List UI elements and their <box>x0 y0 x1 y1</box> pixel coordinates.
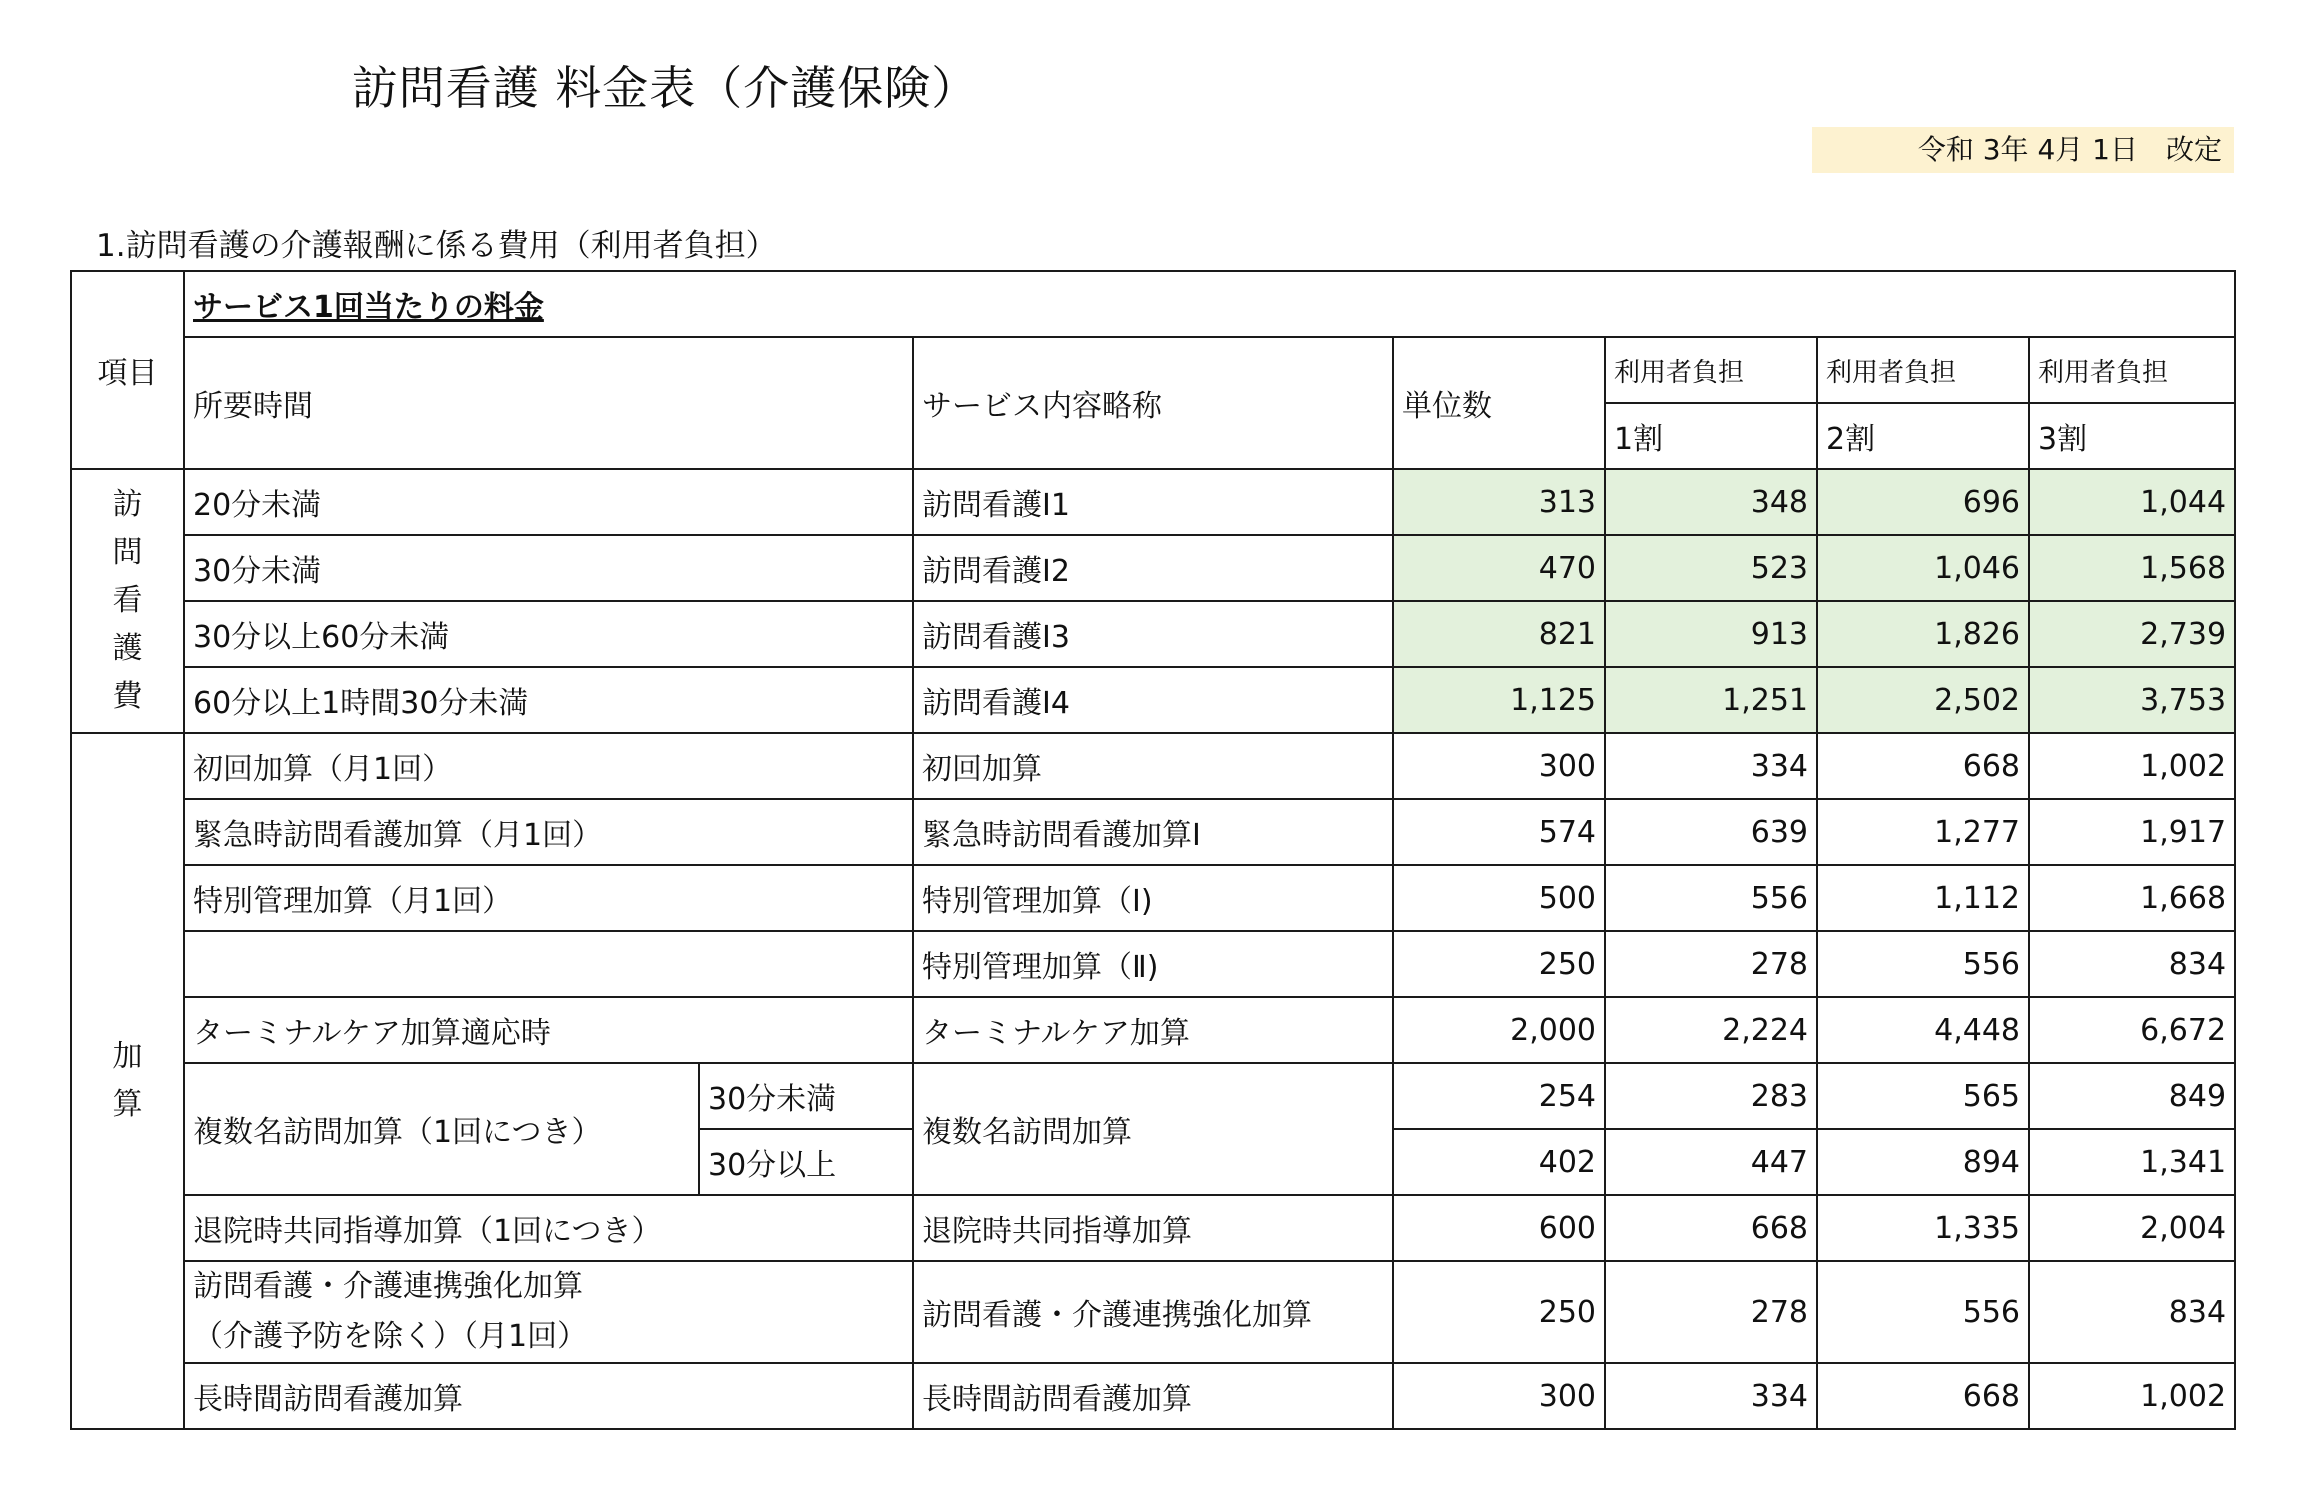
cell-time: 緊急時訪問看護加算（月1回） <box>184 799 913 865</box>
cell-rate-2: 668 <box>1817 733 2029 799</box>
header-rate-3: 3割 <box>2029 403 2235 469</box>
cell-service-name: 訪問看護I2 <box>913 535 1393 601</box>
cell-rate-2: 1,112 <box>1817 865 2029 931</box>
addition-group-label-text: 加 算 <box>112 1039 143 1122</box>
cell-rate-2: 565 <box>1817 1063 2029 1129</box>
cell-service-name: 初回加算 <box>913 733 1393 799</box>
cell-sub-time: 30分以上 <box>699 1129 913 1195</box>
cell-rate-1: 639 <box>1605 799 1817 865</box>
table-row <box>71 1063 2235 1129</box>
cell-rate-3: 1,002 <box>2029 1363 2235 1429</box>
cell-rate-1: 348 <box>1605 469 1817 535</box>
cell-rate-2: 1,046 <box>1817 535 2029 601</box>
cell-rate-1: 556 <box>1605 865 1817 931</box>
cell-rate-3: 1,917 <box>2029 799 2235 865</box>
cell-units: 250 <box>1393 931 1605 997</box>
page-title: 訪問看護 料金表（介護保険） <box>351 61 979 115</box>
table-row <box>71 1363 2235 1429</box>
cell-rate-2: 556 <box>1817 1261 2029 1363</box>
visit-group-label-text: 訪 問 看 護 費 <box>112 487 143 714</box>
cell-rate-1: 523 <box>1605 535 1817 601</box>
cell-rate-1: 668 <box>1605 1195 1817 1261</box>
cell-time: 60分以上1時間30分未満 <box>184 667 913 733</box>
cell-rate-1: 334 <box>1605 733 1817 799</box>
cell-rate-3: 834 <box>2029 931 2235 997</box>
table-row <box>71 997 2235 1063</box>
cell-rate-3: 1,568 <box>2029 535 2235 601</box>
table-row <box>71 1261 2235 1363</box>
header-row-2 <box>71 337 2235 403</box>
cell-units: 250 <box>1393 1261 1605 1363</box>
cell-service-name: 訪問看護I4 <box>913 667 1393 733</box>
cell-time-line-2: （介護予防を除く）（月1回） <box>193 1319 588 1354</box>
cell-sub-time: 30分未満 <box>699 1063 913 1129</box>
header-rate-1: 1割 <box>1605 403 1817 469</box>
cell-service-name: 特別管理加算（Ⅰ) <box>913 865 1393 931</box>
cell-time: 長時間訪問看護加算 <box>184 1363 913 1429</box>
cell-rate-2: 556 <box>1817 931 2029 997</box>
header-user-burden-1: 利用者負担 <box>1605 337 1817 403</box>
addition-group-label <box>71 733 184 1429</box>
cell-time: 特別管理加算（月1回） <box>184 865 913 931</box>
cell-units: 300 <box>1393 733 1605 799</box>
cell-time-empty <box>184 931 913 997</box>
table-row <box>71 667 2235 733</box>
cell-service-name: 緊急時訪問看護加算Ⅰ <box>913 799 1393 865</box>
cell-time: 30分以上60分未満 <box>184 601 913 667</box>
visit-group-label <box>71 469 184 733</box>
cell-rate-2: 1,335 <box>1817 1195 2029 1261</box>
cell-units: 1,125 <box>1393 667 1605 733</box>
table-row <box>71 469 2235 535</box>
cell-time: ターミナルケア加算適応時 <box>184 997 913 1063</box>
cell-rate-3: 2,739 <box>2029 601 2235 667</box>
cell-rate-1: 2,224 <box>1605 997 1817 1063</box>
cell-service-name: 訪問看護・介護連携強化加算 <box>913 1261 1393 1363</box>
cell-rate-1: 283 <box>1605 1063 1817 1129</box>
header-rate-2: 2割 <box>1817 403 2029 469</box>
cell-rate-2: 4,448 <box>1817 997 2029 1063</box>
cell-time: 20分未満 <box>184 469 913 535</box>
cell-time: 初回加算（月1回） <box>184 733 913 799</box>
cell-units: 470 <box>1393 535 1605 601</box>
header-row-1 <box>71 271 2235 337</box>
header-units: 単位数 <box>1393 337 1605 469</box>
cell-time-line-1: 訪問看護・介護連携強化加算 <box>193 1269 583 1304</box>
cell-units: 600 <box>1393 1195 1605 1261</box>
cell-rate-3: 1,002 <box>2029 733 2235 799</box>
cell-units: 821 <box>1393 601 1605 667</box>
cell-rate-3: 6,672 <box>2029 997 2235 1063</box>
cell-service-name: 訪問看護I3 <box>913 601 1393 667</box>
cell-rate-2: 696 <box>1817 469 2029 535</box>
cell-units: 300 <box>1393 1363 1605 1429</box>
cell-units: 254 <box>1393 1063 1605 1129</box>
cell-time: 30分未満 <box>184 535 913 601</box>
cell-rate-3: 3,753 <box>2029 667 2235 733</box>
cell-rate-1: 913 <box>1605 601 1817 667</box>
cell-rate-3: 2,004 <box>2029 1195 2235 1261</box>
header-service-per-visit: サービス1回当たりの料金 <box>184 271 2235 337</box>
table-row <box>71 799 2235 865</box>
header-user-burden-2: 利用者負担 <box>1817 337 2029 403</box>
cell-rate-2: 1,277 <box>1817 799 2029 865</box>
table-row <box>71 1195 2235 1261</box>
cell-rate-3: 1,341 <box>2029 1129 2235 1195</box>
cell-rate-1: 1,251 <box>1605 667 1817 733</box>
cell-units: 574 <box>1393 799 1605 865</box>
cell-rate-3: 849 <box>2029 1063 2235 1129</box>
header-user-burden-3: 利用者負担 <box>2029 337 2235 403</box>
cell-rate-1: 447 <box>1605 1129 1817 1195</box>
cell-rate-1: 334 <box>1605 1363 1817 1429</box>
cell-rate-3: 1,668 <box>2029 865 2235 931</box>
table-row <box>71 865 2235 931</box>
table-row <box>71 535 2235 601</box>
cell-units: 2,000 <box>1393 997 1605 1063</box>
cell-time <box>184 1261 913 1363</box>
cell-rate-1: 278 <box>1605 1261 1817 1363</box>
revision-date: 令和 3年 4月 1日 改定 <box>1812 127 2234 173</box>
cell-time: 退院時共同指導加算（1回につき） <box>184 1195 913 1261</box>
cell-service-name: 複数名訪問加算 <box>913 1063 1393 1195</box>
cell-units: 402 <box>1393 1129 1605 1195</box>
cell-service-name: ターミナルケア加算 <box>913 997 1393 1063</box>
cell-service-name: 訪問看護I1 <box>913 469 1393 535</box>
cell-rate-2: 668 <box>1817 1363 2029 1429</box>
cell-service-name: 退院時共同指導加算 <box>913 1195 1393 1261</box>
cell-units: 500 <box>1393 865 1605 931</box>
cell-rate-2: 1,826 <box>1817 601 2029 667</box>
table-row <box>71 601 2235 667</box>
cell-rate-2: 2,502 <box>1817 667 2029 733</box>
section-title: 1.訪問看護の介護報酬に係る費用（利用者負担） <box>96 228 777 264</box>
header-service-abbrev: サービス内容略称 <box>913 337 1393 469</box>
cell-service-name: 長時間訪問看護加算 <box>913 1363 1393 1429</box>
header-time-required: 所要時間 <box>184 337 913 469</box>
cell-rate-1: 278 <box>1605 931 1817 997</box>
header-item: 項目 <box>71 271 184 469</box>
table-row <box>71 931 2235 997</box>
cell-units: 313 <box>1393 469 1605 535</box>
cell-time: 複数名訪問加算（1回につき） <box>184 1063 699 1195</box>
table-row <box>71 733 2235 799</box>
cell-service-name: 特別管理加算（Ⅱ) <box>913 931 1393 997</box>
fee-table <box>70 270 2236 1430</box>
cell-rate-3: 834 <box>2029 1261 2235 1363</box>
cell-rate-2: 894 <box>1817 1129 2029 1195</box>
cell-rate-3: 1,044 <box>2029 469 2235 535</box>
